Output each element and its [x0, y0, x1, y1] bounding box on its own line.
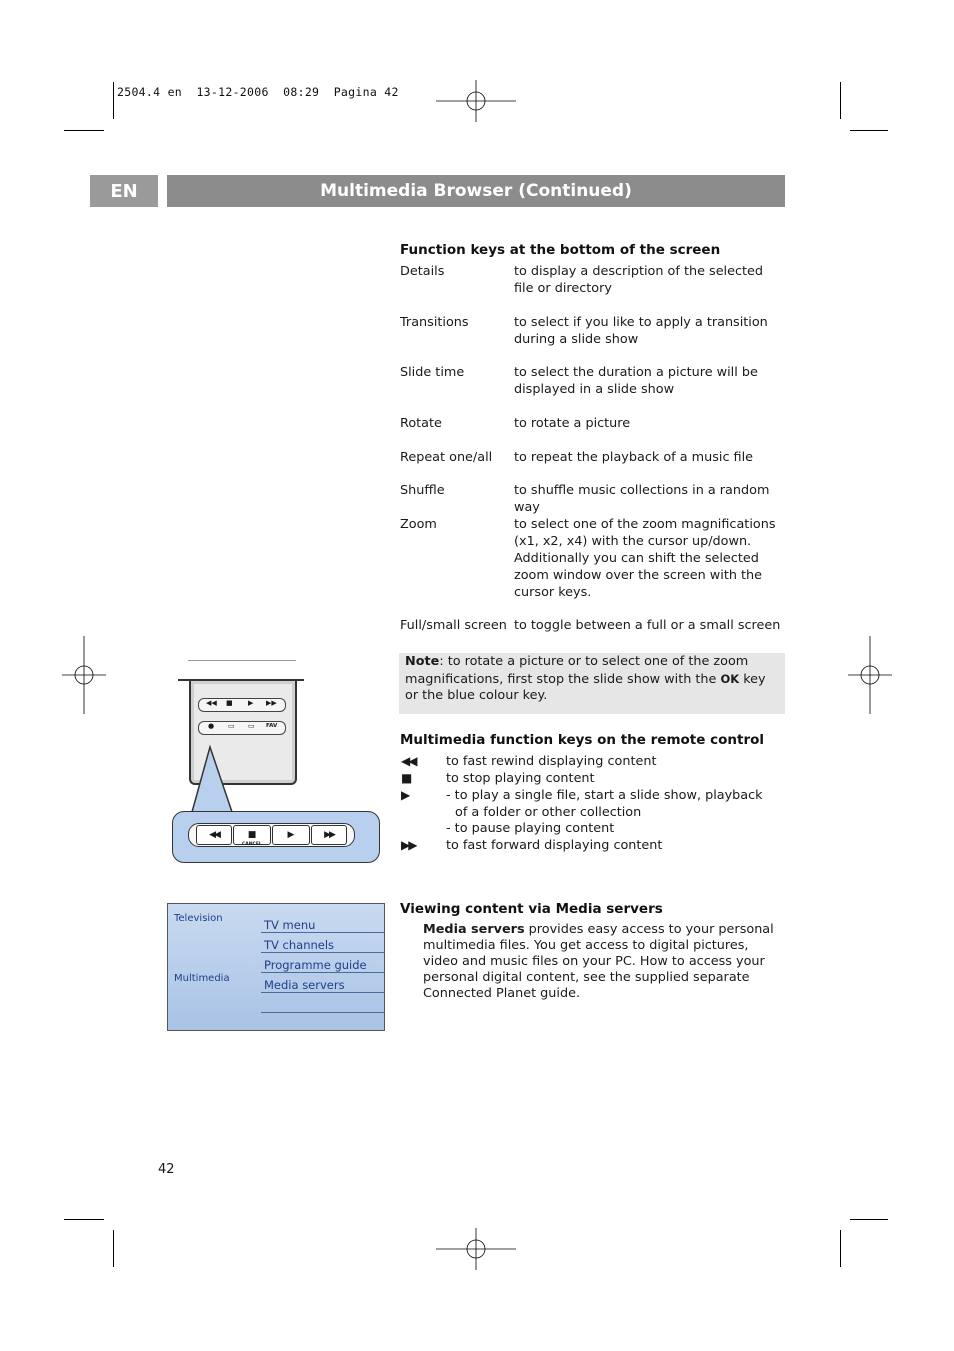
function-key-label: Shuffle [400, 483, 445, 498]
note-label: Note [405, 654, 440, 669]
remote-key-desc: - to pause playing content [446, 821, 615, 836]
menu-item-tv-channels: TV channels [261, 934, 385, 953]
crop-mark [840, 1230, 841, 1267]
crop-mark [64, 1219, 104, 1220]
crop-mark [113, 82, 114, 119]
fav-label: FAV [266, 723, 278, 729]
function-key-label: Transitions [400, 315, 469, 330]
menu-category-multimedia: Multimedia [174, 973, 230, 984]
play-icon: ▶ [401, 788, 411, 802]
print-slug: 2504.4 en 13-12-2006 08:29 Pagina 42 [117, 85, 399, 99]
function-key-label: Rotate [400, 416, 442, 431]
menu-item-media-servers: Media servers [261, 974, 385, 993]
rewind-button: ◀◀ [196, 825, 232, 845]
note-text-end: key or the blue colour key. [405, 671, 766, 703]
function-key-desc: to display a description of the selected file or directory [514, 264, 764, 296]
media-servers-term: Media servers [423, 922, 525, 937]
record-icon: ● [208, 722, 215, 730]
function-key-label: Zoom [400, 517, 437, 532]
function-key-label: Details [400, 264, 445, 279]
fast-forward-button: ▶▶ [311, 825, 347, 845]
registration-mark-top [436, 80, 516, 122]
function-key-desc: to select if you like to apply a transition during a slide show [514, 315, 768, 347]
registration-mark-left [62, 636, 106, 714]
remote-key-desc: to stop playing content [446, 771, 595, 786]
rewind-icon: ◀◀ [401, 754, 416, 768]
remote-key-desc-text: - to play a single file, start a slide show, playback of a folder or other collection [446, 788, 763, 820]
crop-mark [64, 130, 104, 131]
note-text: : to rotate a picture or to select one of the zoom magnifications, first stop the slide show with the [405, 654, 749, 687]
registration-mark-right [848, 636, 892, 714]
crop-mark [850, 130, 888, 131]
ok-key-label: OK [720, 671, 740, 686]
registration-mark-bottom [436, 1228, 516, 1270]
crop-mark [113, 1230, 114, 1267]
language-tab: EN [90, 175, 158, 207]
function-key-desc: to select one of the zoom magnifications (x1, x2, x4) with the cursor up/down. Additionally you can shift the selected zoom window over the screen with the cursor keys. [514, 517, 776, 600]
note-box [399, 653, 785, 714]
media-servers-text: provides easy access to your personal multimedia files. You get access to digital pictures, video and music files on your PC. How to access your personal digital content, see the supplied separate Connected Planet guide. [423, 922, 774, 1001]
remote-illustration [170, 655, 382, 867]
remote-key-desc: to fast rewind displaying content [446, 754, 657, 769]
screen-icon: ▭ [228, 722, 235, 730]
function-key-label: Repeat one/all [400, 450, 493, 465]
menu-item-tv-menu: TV menu [261, 914, 385, 933]
cancel-label: CANCEL [242, 842, 262, 847]
function-key-desc: to toggle between a full or a small screen [514, 618, 781, 633]
function-key-desc: to repeat the playback of a music file [514, 450, 754, 465]
remote-key-desc [446, 787, 766, 821]
page-number: 42 [158, 1162, 175, 1177]
function-key-desc: to select the duration a picture will be displayed in a slide show [514, 365, 758, 397]
media-servers-paragraph [423, 922, 785, 1002]
fast-forward-icon: ▶▶ [266, 699, 277, 707]
play-icon: ▶ [248, 699, 254, 707]
media-servers-heading: Viewing content via Media servers [400, 901, 663, 917]
remote-keys-heading: Multimedia function keys on the remote control [400, 732, 765, 748]
play-button: ▶ [272, 825, 310, 845]
stop-button: ■ [233, 825, 271, 845]
crop-mark [850, 1219, 888, 1220]
function-keys-heading: Function keys at the bottom of the screen [400, 242, 721, 258]
function-key-label: Slide time [400, 365, 465, 380]
stop-icon: ■ [226, 699, 233, 707]
page-title: Multimedia Browser (Continued) [167, 175, 785, 207]
rewind-icon: ◀◀ [206, 699, 217, 707]
crop-mark [840, 82, 841, 119]
stop-icon: ■ [401, 771, 413, 785]
fast-forward-icon: ▶▶ [401, 838, 416, 852]
function-key-desc: to shuffle music collections in a random way [514, 483, 770, 515]
function-key-label: Full/small screen [400, 618, 507, 633]
menu-item-programme-guide: Programme guide [261, 954, 385, 973]
menu-item-empty [261, 994, 385, 1013]
function-key-desc: to rotate a picture [514, 416, 631, 431]
tv-menu-illustration [167, 903, 385, 1031]
split-screen-icon: ▭ [248, 722, 255, 730]
menu-category-television: Television [174, 913, 223, 924]
remote-key-desc: to fast forward displaying content [446, 838, 663, 853]
